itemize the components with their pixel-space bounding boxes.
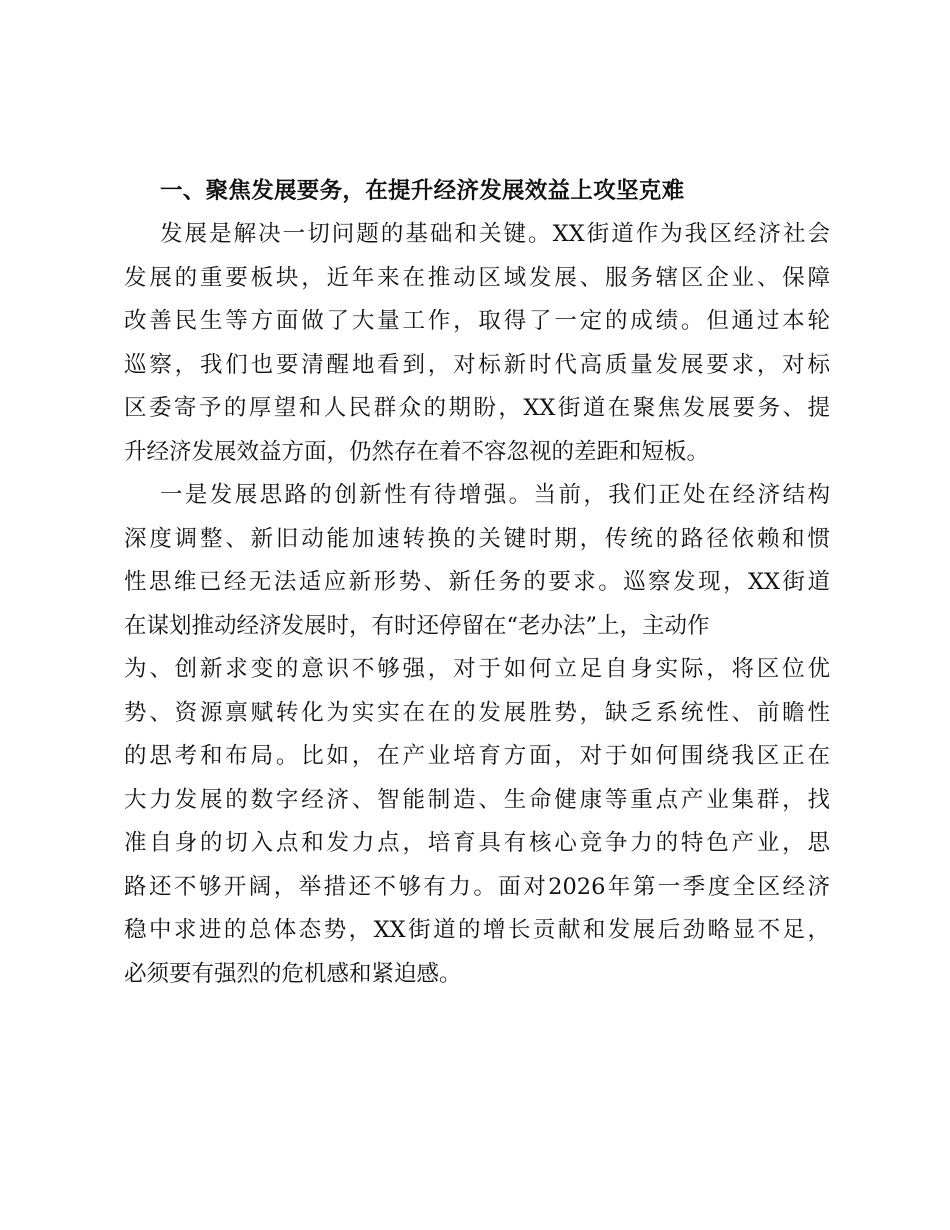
paragraph-line: 在谋划推动经济发展时，有时还停留在“老办法”上，主动作 <box>124 612 710 639</box>
paragraph-1 <box>124 213 830 474</box>
paragraph-line: 路还不够开阔，举措还不够有力。面对2026年第一季度全区经济 <box>124 873 830 900</box>
section-heading: 一、聚焦发展要务，在提升经济发展效益上攻坚克难 <box>160 178 685 204</box>
paragraph-line: 改善民生等方面做了大量工作，取得了一定的成绩。但通过本轮 <box>124 308 830 334</box>
paragraph-line: 势、资源禀赋转化为实实在在的发展胜势，缺乏系统性、前瞻性 <box>124 699 830 726</box>
paragraph-line: 大力发展的数字经济、智能制造、生命健康等重点产业集群，找 <box>124 786 830 813</box>
paragraph-line: 区委寄予的厚望和人民群众的期盼，XX街道在聚焦发展要务、提 <box>124 395 830 421</box>
paragraph-line: 必须要有强烈的危机感和紧迫感。 <box>124 960 462 987</box>
document-body <box>124 170 830 996</box>
paragraph-line: 稳中求进的总体态势，XX街道的增长贡献和发展后劲略显不足， <box>124 917 830 943</box>
paragraph-line: 发展是解决一切问题的基础和关键。XX街道作为我区经济社会 <box>160 221 830 247</box>
paragraph-line: 为、创新求变的意识不够强，对于如何立足自身实际，将区位优 <box>124 656 830 682</box>
paragraph-line: 巡察，我们也要清醒地看到，对标新时代高质量发展要求，对标 <box>124 351 830 378</box>
paragraph-line: 的思考和布局。比如，在产业培育方面，对于如何围绕我区正在 <box>124 743 830 769</box>
paragraph-line: 升经济发展效益方面，仍然存在着不容忽视的差距和短板。 <box>124 438 710 465</box>
paragraph-2 <box>124 474 830 996</box>
paragraph-line: 一是发展思路的创新性有待增强。当前，我们正处在经济结构 <box>160 482 830 508</box>
paragraph-line: 准自身的切入点和发力点，培育具有核心竞争力的特色产业，思 <box>124 830 830 856</box>
paragraph-line: 深度调整、新旧动能加速转换的关键时期，传统的路径依赖和惯 <box>124 525 830 552</box>
paragraph-line: 发展的重要板块，近年来在推动区域发展、服务辖区企业、保障 <box>124 264 830 291</box>
paragraph-line: 性思维已经无法适应新形势、新任务的要求。巡察发现，XX街道 <box>124 569 830 595</box>
